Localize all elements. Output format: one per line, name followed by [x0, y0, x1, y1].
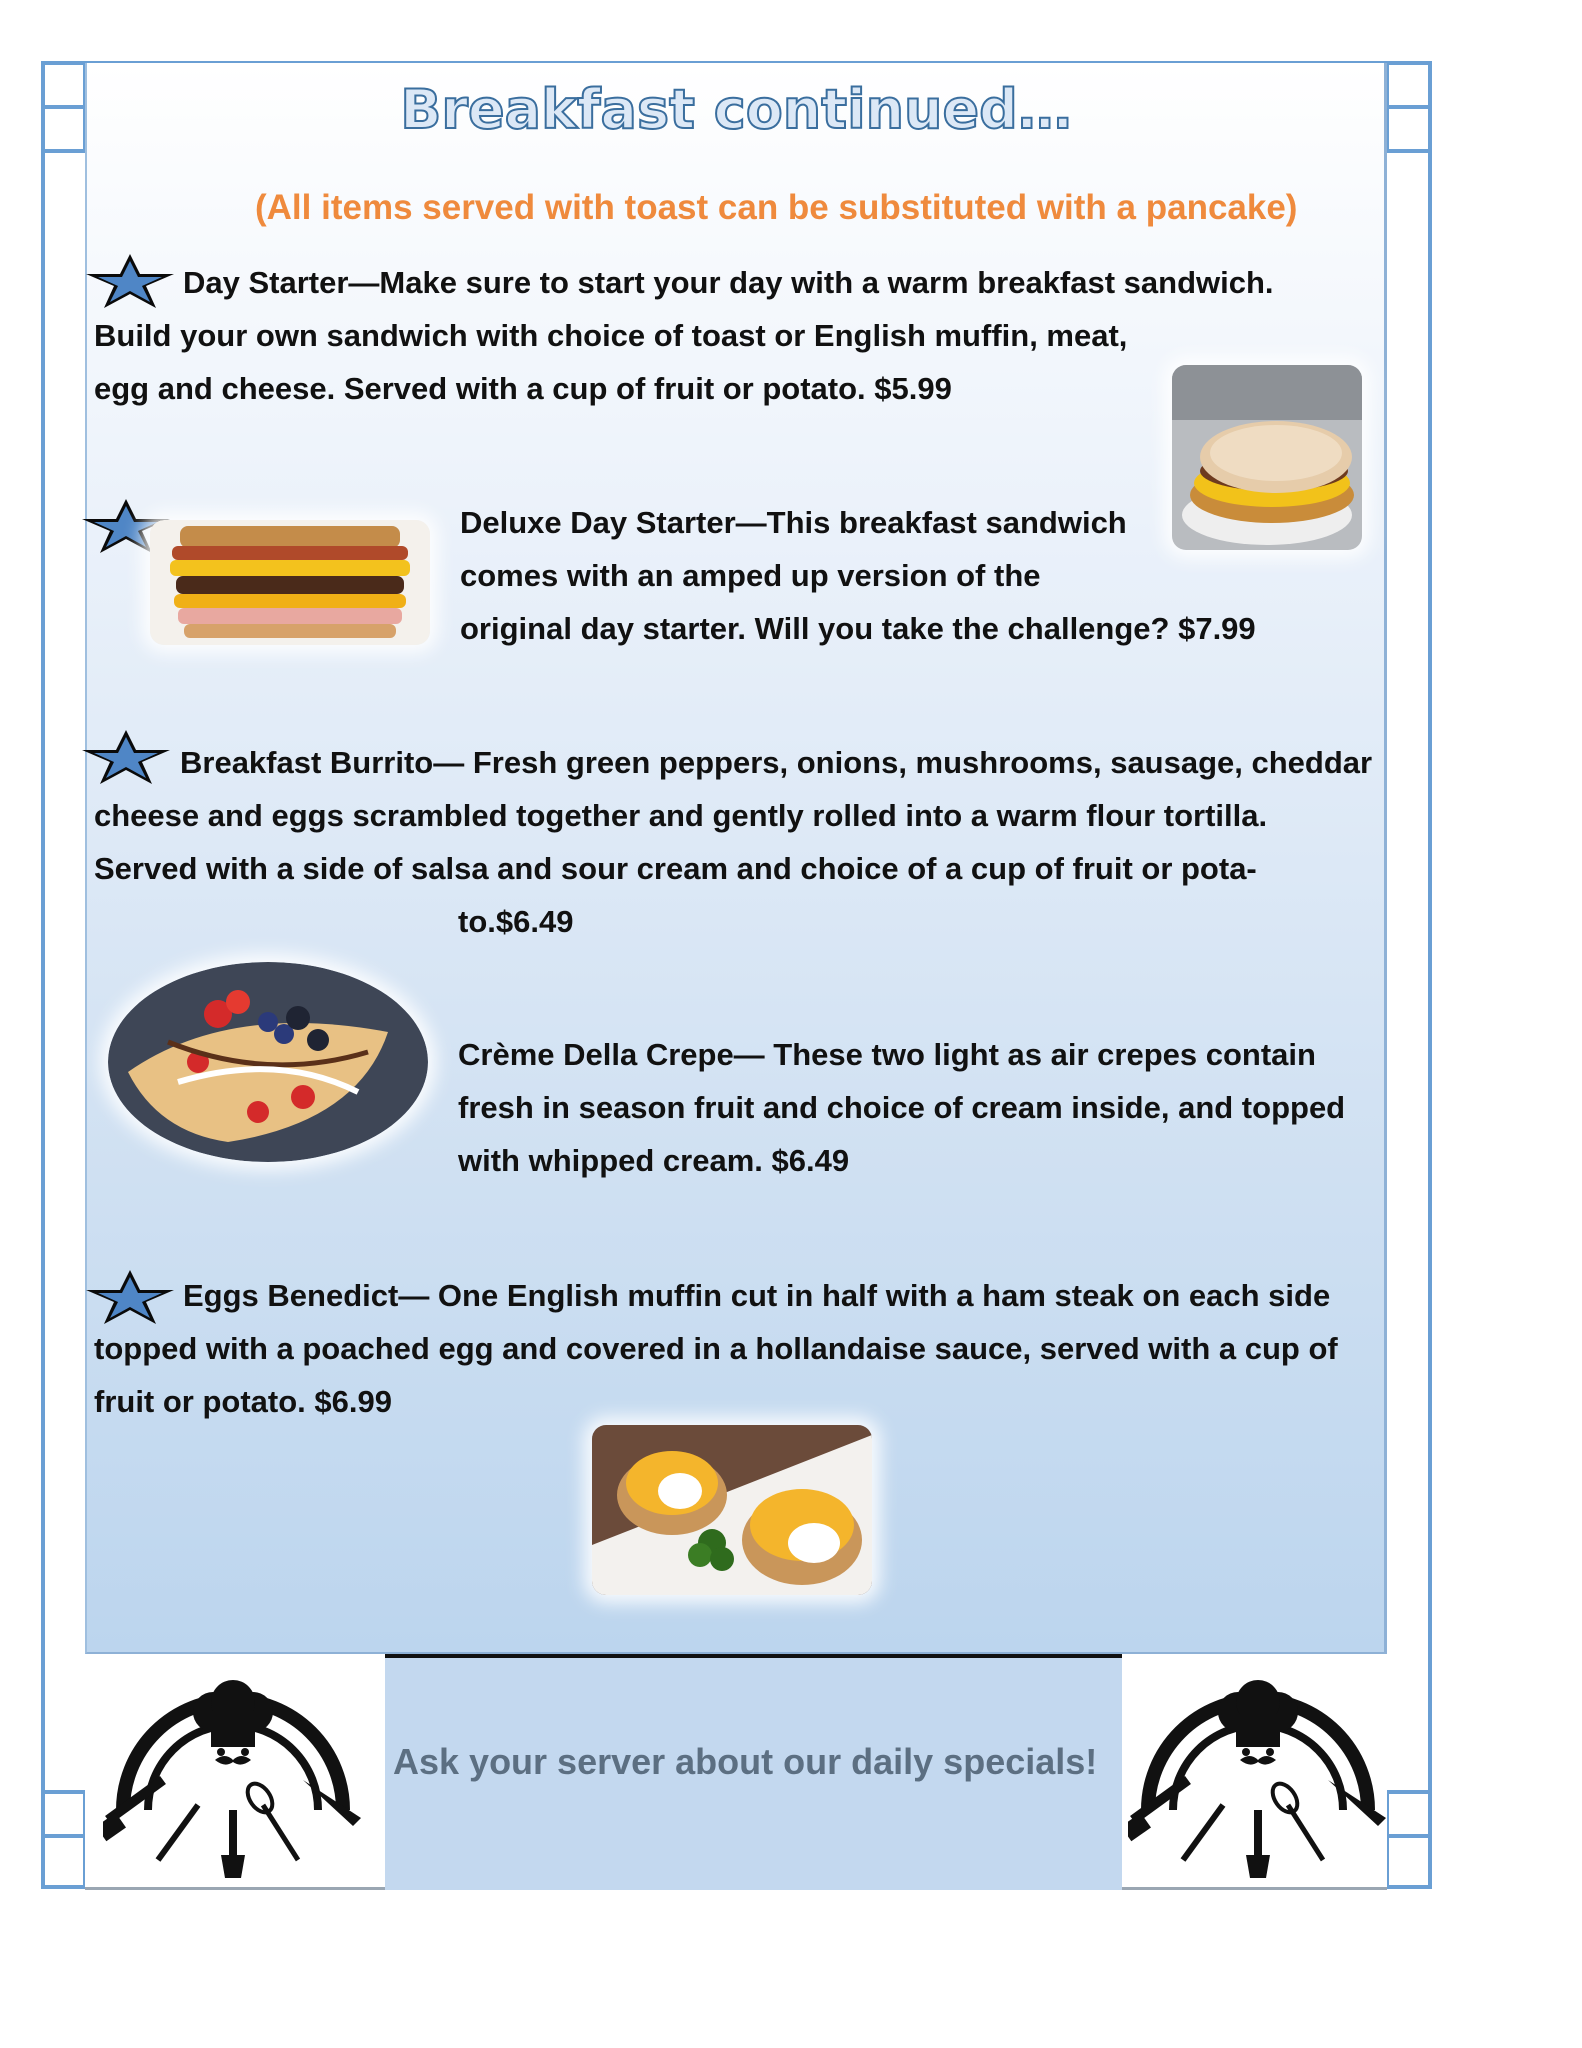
frame-tab [1385, 105, 1432, 153]
deluxe-line-3: original day starter. Will you take the challenge? $7.99 [460, 611, 1256, 646]
benedict-line-1: Eggs Benedict— One English muffin cut in half with a ham steak on each side [183, 1278, 1331, 1313]
benedict-line-2: topped with a poached egg and covered in a hollandaise sauce, served with a cup of [94, 1331, 1338, 1366]
daily-specials-text: Ask your server about our daily specials! [393, 1741, 1098, 1782]
burrito-line-1: Breakfast Burrito— Fresh green peppers, onions, mushrooms, sausage, cheddar [180, 745, 1373, 780]
deluxe-sandwich-photo [150, 520, 430, 645]
star-icon [84, 1268, 176, 1326]
frame-tab [41, 61, 87, 109]
frame-tab [41, 1790, 87, 1838]
crepe-photo [108, 962, 428, 1162]
page-subtitle: (All items served with toast can be substituted with a pancake) [255, 188, 1298, 227]
burrito-line-3: Served with a side of salsa and sour cream and choice of a cup of fruit or pota- [94, 851, 1257, 886]
crepe-line-3: with whipped cream. $6.49 [458, 1143, 850, 1178]
eggs-benedict-photo [592, 1425, 872, 1595]
benedict-line-3: fruit or potato. $6.99 [94, 1384, 392, 1419]
frame-tab [41, 1834, 87, 1889]
day-starter-line-1: Day Starter—Make sure to start your day with a warm breakfast sandwich. [183, 265, 1274, 300]
page-title: Breakfast continued… [400, 78, 1072, 141]
burrito-line-4: to.$6.49 [458, 904, 574, 939]
day-starter-line-3: egg and cheese. Served with a cup of fruit or potato. $5.99 [94, 371, 952, 406]
star-icon [84, 252, 176, 310]
breakfast-sandwich-photo [1172, 365, 1362, 550]
deluxe-line-2: comes with an amped up version of the [460, 558, 1041, 593]
chef-logo-icon [1128, 1660, 1388, 1880]
burrito-line-2: cheese and eggs scrambled together and gently rolled into a warm flour tortilla. [94, 798, 1268, 833]
crepe-line-1: Crème Della Crepe— These two light as air crepes contain [458, 1037, 1316, 1072]
frame-tab [41, 105, 87, 153]
star-icon [80, 728, 172, 786]
chef-logo-icon [103, 1660, 363, 1880]
deluxe-line-1: Deluxe Day Starter—This breakfast sandwich [460, 505, 1127, 540]
frame-tab [1385, 61, 1432, 109]
frame-tab [1385, 1834, 1432, 1889]
frame-tab [1385, 1790, 1432, 1838]
crepe-line-2: fresh in season fruit and choice of cream inside, and topped [458, 1090, 1346, 1125]
day-starter-line-2: Build your own sandwich with choice of toast or English muffin, meat, [94, 318, 1128, 353]
